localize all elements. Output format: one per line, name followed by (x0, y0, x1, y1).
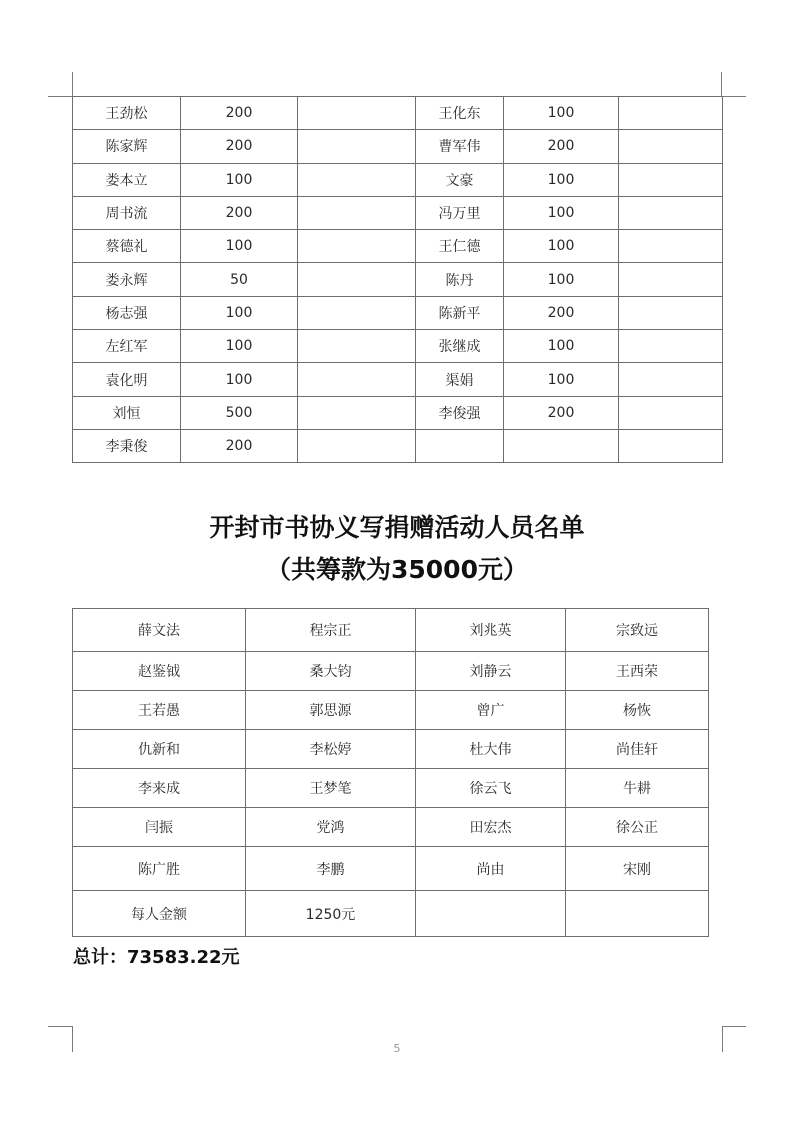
participant-name-table-body (73, 609, 709, 937)
donor-name-cell: 王化东 (416, 97, 504, 130)
empty-cell (619, 429, 723, 462)
empty-cell (298, 230, 416, 263)
grand-total: 总计：73583.22元 (73, 947, 240, 968)
donor-name-cell: 文豪 (416, 163, 504, 196)
donation-amount-table (72, 96, 723, 463)
table-row (73, 130, 723, 163)
donor-name-cell (416, 429, 504, 462)
donor-name-cell: 李俊强 (416, 396, 504, 429)
donor-name-cell: 冯万里 (416, 196, 504, 229)
donation-amount-cell: 200 (181, 196, 298, 229)
donor-name-cell: 曹军伟 (416, 130, 504, 163)
donation-amount-cell: 100 (504, 263, 619, 296)
participant-name-cell: 王梦笔 (246, 769, 416, 808)
donor-name-cell: 刘恒 (73, 396, 181, 429)
participant-name-cell: 李松婷 (246, 730, 416, 769)
donor-name-cell: 娄本立 (73, 163, 181, 196)
participant-name-cell: 尚由 (416, 847, 566, 891)
empty-cell (619, 163, 723, 196)
participant-name-cell: 尚佳轩 (566, 730, 709, 769)
table-row (73, 330, 723, 363)
participant-name-cell: 宋刚 (566, 847, 709, 891)
per-person-label: 每人金额 (73, 891, 246, 937)
participant-name-cell: 仇新和 (73, 730, 246, 769)
empty-cell (298, 363, 416, 396)
donor-name-cell: 袁化明 (73, 363, 181, 396)
table-row (73, 97, 723, 130)
donor-name-cell: 渠娟 (416, 363, 504, 396)
donation-amount-cell: 500 (181, 396, 298, 429)
per-person-row (73, 891, 709, 937)
donation-amount-cell: 200 (181, 97, 298, 130)
donation-amount-cell: 100 (504, 330, 619, 363)
empty-cell (298, 196, 416, 229)
table-row (73, 363, 723, 396)
crop-mark-top-right-h (722, 96, 746, 97)
table-row (73, 808, 709, 847)
participant-name-cell: 田宏杰 (416, 808, 566, 847)
participant-name-cell: 郭思源 (246, 691, 416, 730)
participant-name-cell: 薛文法 (73, 609, 246, 652)
table-row (73, 652, 709, 691)
donor-name-cell: 杨志强 (73, 296, 181, 329)
participant-name-cell: 陈广胜 (73, 847, 246, 891)
participant-name-cell: 桑大钧 (246, 652, 416, 691)
participant-name-cell: 李来成 (73, 769, 246, 808)
donor-name-cell: 周书流 (73, 196, 181, 229)
empty-cell (619, 130, 723, 163)
crop-mark-top-right-v (721, 72, 722, 96)
table-row (73, 429, 723, 462)
table-row (73, 230, 723, 263)
participant-name-cell: 杨恢 (566, 691, 709, 730)
participant-name-cell: 李鹏 (246, 847, 416, 891)
participant-name-cell: 王若愚 (73, 691, 246, 730)
donation-amount-cell: 100 (181, 230, 298, 263)
table-row (73, 196, 723, 229)
empty-cell (619, 196, 723, 229)
donation-amount-cell: 50 (181, 263, 298, 296)
empty-cell (566, 891, 709, 937)
donation-amount-cell: 100 (181, 163, 298, 196)
participant-name-cell: 闫振 (73, 808, 246, 847)
donor-name-cell: 王劲松 (73, 97, 181, 130)
table-row (73, 769, 709, 808)
table-row (73, 691, 709, 730)
donation-amount-cell: 100 (504, 163, 619, 196)
empty-cell (298, 396, 416, 429)
empty-cell (619, 263, 723, 296)
donation-amount-cell (504, 429, 619, 462)
donation-amount-cell: 100 (181, 363, 298, 396)
donation-amount-cell: 100 (504, 196, 619, 229)
donor-name-cell: 张继成 (416, 330, 504, 363)
table-row (73, 847, 709, 891)
participant-name-table (72, 608, 709, 937)
donor-name-cell: 蔡德礼 (73, 230, 181, 263)
crop-mark-top-left-v (72, 72, 73, 96)
participant-name-cell: 刘静云 (416, 652, 566, 691)
donation-amount-cell: 200 (504, 396, 619, 429)
page-number: 5 (393, 1042, 401, 1055)
donation-amount-cell: 200 (504, 130, 619, 163)
empty-cell (416, 891, 566, 937)
donation-amount-cell: 100 (181, 296, 298, 329)
donation-amount-cell: 200 (504, 296, 619, 329)
empty-cell (619, 330, 723, 363)
participant-name-cell: 党鸿 (246, 808, 416, 847)
participant-name-cell: 徐公正 (566, 808, 709, 847)
empty-cell (619, 97, 723, 130)
empty-cell (619, 230, 723, 263)
donation-amount-cell: 200 (181, 130, 298, 163)
participant-name-cell: 宗致远 (566, 609, 709, 652)
donation-amount-cell: 200 (181, 429, 298, 462)
crop-mark-bottom-right-h (722, 1026, 746, 1027)
empty-cell (619, 363, 723, 396)
participant-name-cell: 杜大伟 (416, 730, 566, 769)
empty-cell (298, 130, 416, 163)
donation-amount-table-body (73, 97, 723, 463)
empty-cell (298, 263, 416, 296)
per-person-amount: 1250元 (246, 891, 416, 937)
participant-name-cell: 牛耕 (566, 769, 709, 808)
participant-name-cell: 徐云飞 (416, 769, 566, 808)
donor-name-cell: 陈丹 (416, 263, 504, 296)
empty-cell (619, 296, 723, 329)
donation-amount-cell: 100 (504, 230, 619, 263)
table-row (73, 609, 709, 652)
participant-name-cell: 刘兆英 (416, 609, 566, 652)
donor-name-cell: 陈家辉 (73, 130, 181, 163)
participant-name-cell: 程宗正 (246, 609, 416, 652)
crop-mark-bottom-left-h (48, 1026, 72, 1027)
empty-cell (298, 296, 416, 329)
empty-cell (298, 163, 416, 196)
empty-cell (619, 396, 723, 429)
empty-cell (298, 330, 416, 363)
section-title: 开封市书协义写捐赠活动人员名单 (209, 513, 585, 542)
donor-name-cell: 王仁德 (416, 230, 504, 263)
donor-name-cell: 娄永辉 (73, 263, 181, 296)
table-row (73, 163, 723, 196)
crop-mark-top-left-h (48, 96, 72, 97)
donor-name-cell: 陈新平 (416, 296, 504, 329)
donation-amount-cell: 100 (181, 330, 298, 363)
participant-name-cell: 赵鉴钺 (73, 652, 246, 691)
donation-amount-cell: 100 (504, 97, 619, 130)
participant-name-cell: 曾广 (416, 691, 566, 730)
table-row (73, 263, 723, 296)
table-row (73, 296, 723, 329)
table-row (73, 396, 723, 429)
section-subtitle: （共筹款为35000元） (266, 555, 528, 584)
empty-cell (298, 429, 416, 462)
donor-name-cell: 李秉俊 (73, 429, 181, 462)
donor-name-cell: 左红军 (73, 330, 181, 363)
table-row (73, 730, 709, 769)
participant-name-cell: 王西荣 (566, 652, 709, 691)
donation-amount-cell: 100 (504, 363, 619, 396)
empty-cell (298, 97, 416, 130)
